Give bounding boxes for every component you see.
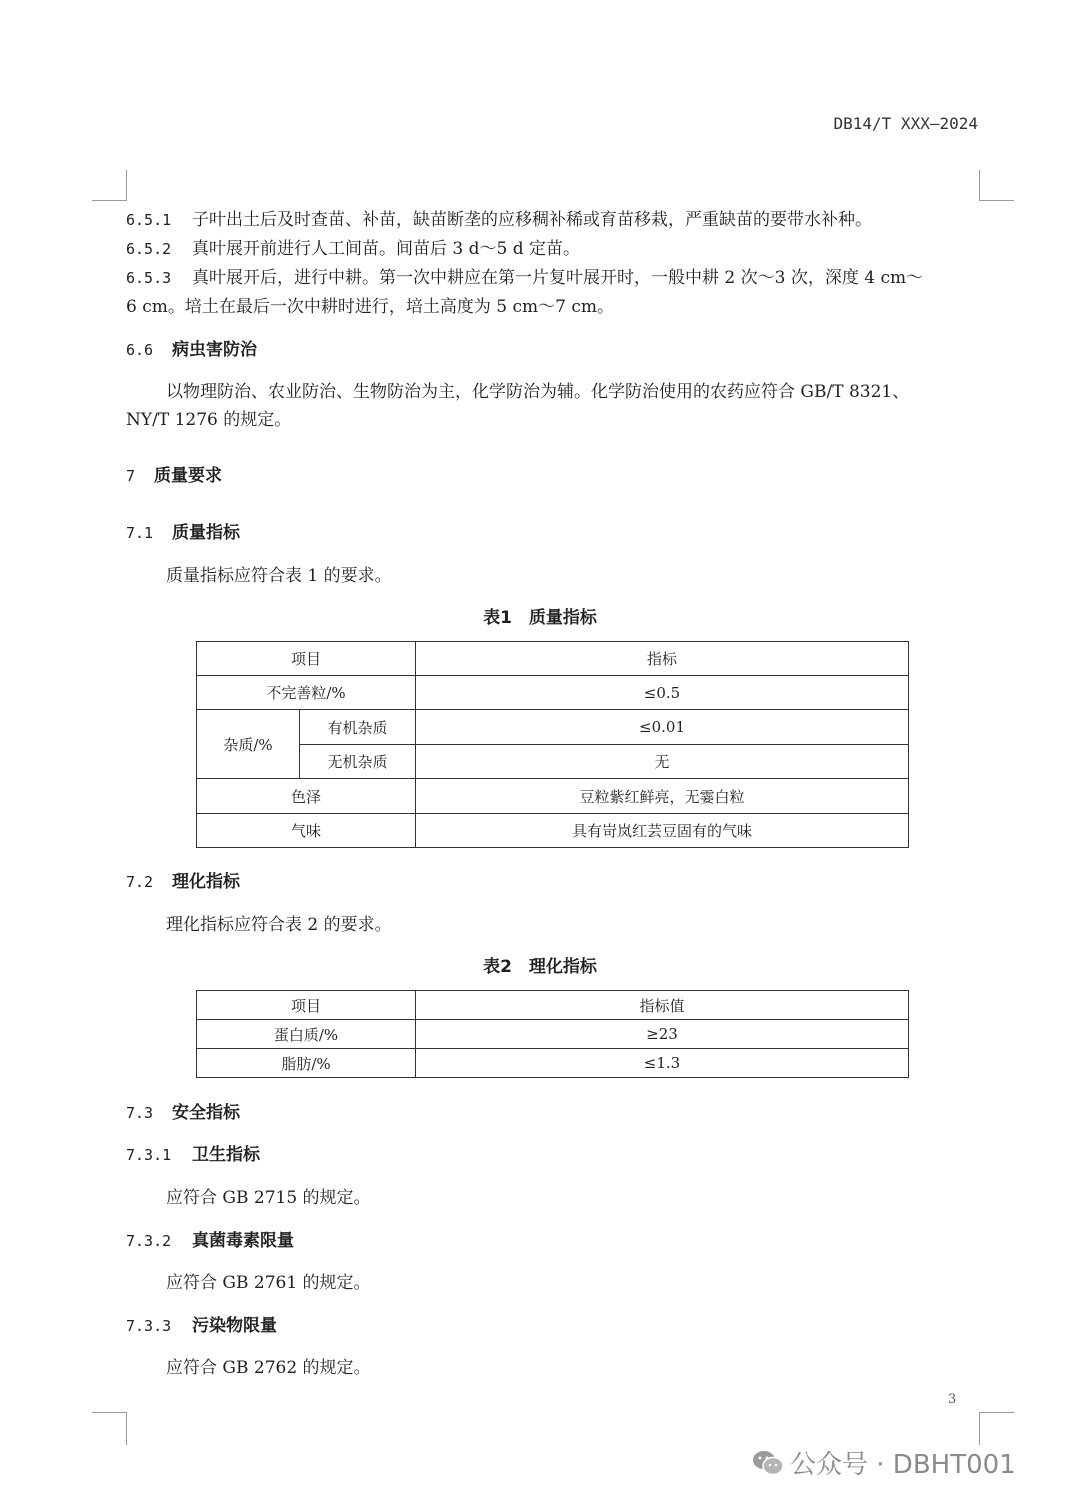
table-1-caption: 表1 质量指标 [483, 608, 597, 628]
section-7-2-text: 理化指标应符合表 2 的要求。 [166, 915, 392, 935]
cell-item: 气味 [197, 814, 416, 848]
cell-value: 具有岢岚红芸豆固有的气味 [416, 814, 909, 848]
crop-mark-bottom-right [979, 1412, 1014, 1445]
clause-6-5-1 [126, 205, 872, 230]
clause-6-5-3 [126, 263, 923, 288]
cell-item: 脂肪/% [197, 1049, 416, 1078]
clause-number: 7.3.2 [126, 1232, 172, 1250]
section-6-6-text-continued: NY/T 1276 的规定。 [126, 410, 292, 430]
clause-title: 真菌毒素限量 [192, 1231, 294, 1251]
header-cell-value: 指标值 [416, 991, 909, 1020]
clause-number: 6.5.1 [126, 211, 172, 229]
section-number: 7.1 [126, 524, 154, 542]
cell-value: ≥23 [416, 1020, 909, 1049]
table-row [197, 779, 909, 814]
section-7-heading [126, 461, 222, 486]
section-title: 质量要求 [154, 466, 222, 486]
document-code: DB14/T XXX—2024 [833, 114, 978, 133]
clause-7-3-3-text: 应符合 GB 2762 的规定。 [166, 1358, 371, 1378]
clause-number: 6.5.2 [126, 240, 172, 258]
header-cell-item: 项目 [197, 991, 416, 1020]
clause-title: 卫生指标 [192, 1145, 260, 1165]
header-cell-index: 指标 [416, 642, 909, 676]
section-7-1-heading [126, 518, 240, 543]
section-number: 7 [126, 467, 136, 485]
clause-7-3-2-heading [126, 1226, 294, 1251]
clause-text: 真叶展开后，进行中耕。第一次中耕应在第一片复叶展开时，一般中耕 2 次～3 次，深度 4 cm～ [192, 268, 924, 288]
cell-value: 豆粒紫红鲜亮，无霎白粒 [416, 779, 909, 814]
clause-title: 污染物限量 [192, 1316, 277, 1336]
clause-7-3-1-text: 应符合 GB 2715 的规定。 [166, 1188, 371, 1208]
clause-text: 子叶出土后及时查苗、补苗，缺苗断垄的应移稠补稀或育苗移栽，严重缺苗的要带水补种。 [192, 210, 872, 230]
clause-number: 7.3.1 [126, 1146, 172, 1164]
physicochemical-index-table [196, 990, 909, 1078]
cell-value: 无 [416, 745, 909, 779]
watermark-text: 公众号 · DBHT001 [790, 1450, 1016, 1480]
cell-subitem: 无机杂质 [300, 745, 416, 779]
table-row [197, 676, 909, 710]
clause-number: 6.5.3 [126, 269, 172, 287]
cell-item: 不完善粒/% [197, 676, 416, 710]
section-number: 6.6 [126, 341, 154, 359]
table-row [197, 1020, 909, 1049]
quality-index-table [196, 641, 909, 848]
clause-7-3-2-text: 应符合 GB 2761 的规定。 [166, 1273, 371, 1293]
clause-text: 真叶展开前进行人工间苗。间苗后 3 d～5 d 定苗。 [192, 239, 581, 259]
table-row [197, 710, 909, 745]
section-7-3-heading [126, 1098, 240, 1123]
watermark [752, 1444, 1016, 1481]
crop-mark-top-left [92, 170, 127, 201]
clause-6-5-3-continued: 6 cm。培土在最后一次中耕时进行，培土高度为 5 cm～7 cm。 [126, 297, 614, 317]
section-6-6-heading [126, 335, 257, 360]
section-6-6-text: 以物理防治、农业防治、生物防治为主，化学防治为辅。化学防治使用的农药应符合 GB/T 8321、 [166, 382, 910, 402]
table-header-row [197, 642, 909, 676]
table-row [197, 745, 909, 779]
cell-value: ≤0.01 [416, 710, 909, 745]
section-number: 7.2 [126, 873, 154, 891]
clause-number: 7.3.3 [126, 1317, 172, 1335]
section-7-2-heading [126, 867, 240, 892]
cell-value: ≤0.5 [416, 676, 909, 710]
wechat-icon [752, 1450, 784, 1476]
cell-subitem: 有机杂质 [300, 710, 416, 745]
table-header-row [197, 991, 909, 1020]
crop-mark-top-right [979, 170, 1014, 201]
section-7-1-text: 质量指标应符合表 1 的要求。 [166, 566, 392, 586]
table-row [197, 1049, 909, 1078]
header-cell-item: 项目 [197, 642, 416, 676]
cell-item: 蛋白质/% [197, 1020, 416, 1049]
section-title: 病虫害防治 [172, 340, 257, 360]
section-title: 质量指标 [172, 523, 240, 543]
section-title: 理化指标 [172, 872, 240, 892]
clause-7-3-3-heading [126, 1311, 277, 1336]
section-number: 7.3 [126, 1104, 154, 1122]
cell-group: 杂质/% [197, 710, 300, 779]
clause-6-5-2 [126, 234, 580, 259]
table-row [197, 814, 909, 848]
crop-mark-bottom-left [92, 1412, 127, 1445]
cell-value: ≤1.3 [416, 1049, 909, 1078]
section-title: 安全指标 [172, 1103, 240, 1123]
page-number: 3 [948, 1392, 957, 1407]
clause-7-3-1-heading [126, 1140, 260, 1165]
table-2-caption: 表2 理化指标 [483, 957, 597, 977]
cell-item: 色泽 [197, 779, 416, 814]
